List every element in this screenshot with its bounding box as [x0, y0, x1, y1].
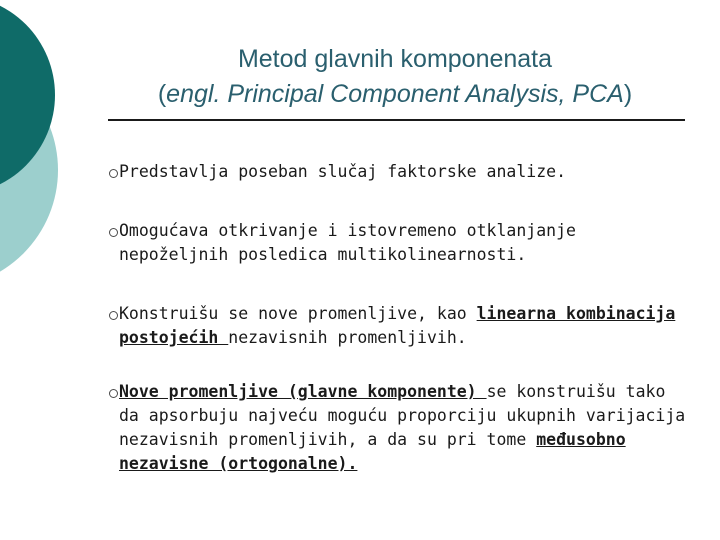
- bullet-segment: Predstavlja poseban slučaj faktorske analize.: [119, 162, 567, 181]
- slide-title: [110, 42, 680, 112]
- bullet-text: [119, 380, 689, 476]
- title-italic: engl. Principal Component Analysis, PCA: [166, 80, 624, 108]
- bullet-segment: se konstruišu tako da apsorbuju najveću moguću proporciju ukupnih varijacija nezavisnih promenljivih, a da su pri tome: [119, 382, 686, 449]
- title-line-2: [110, 77, 680, 112]
- bullet-emphasis: Nove promenljive (glavne komponente): [119, 382, 487, 401]
- bullet-text: [119, 302, 689, 350]
- bullet-circle-icon: [109, 311, 118, 320]
- bullet-emphasis: linearna kombinacija postojećih: [119, 304, 676, 347]
- bullet-circle-icon: [109, 169, 118, 178]
- bullet-circle-icon: [109, 228, 118, 237]
- bullet-item: [109, 219, 689, 267]
- bullet-segment: Konstruišu se nove promenljive, kao: [119, 304, 477, 323]
- bullet-text: [119, 160, 689, 184]
- bullet-item: [109, 302, 689, 350]
- bullet-emphasis: međusobno nezavisne (ortogonalne).: [119, 430, 626, 473]
- bullet-segment: Omogućava otkrivanje i istovremeno otklanjanje nepoželjnih posledica multikolinearnosti.: [119, 221, 576, 264]
- title-line-1: Metod glavnih komponenata: [237, 45, 553, 73]
- bullet-item: [109, 160, 689, 184]
- bullet-circle-icon: [109, 389, 118, 398]
- bullet-item: [109, 380, 689, 476]
- title-close-paren: ): [623, 80, 633, 108]
- bullet-segment: nezavisnih promenljivih.: [228, 328, 467, 347]
- title-open-paren: (: [157, 80, 167, 108]
- decorative-circles: [0, 0, 110, 300]
- title-divider: [108, 119, 685, 121]
- bullet-text: [119, 219, 689, 267]
